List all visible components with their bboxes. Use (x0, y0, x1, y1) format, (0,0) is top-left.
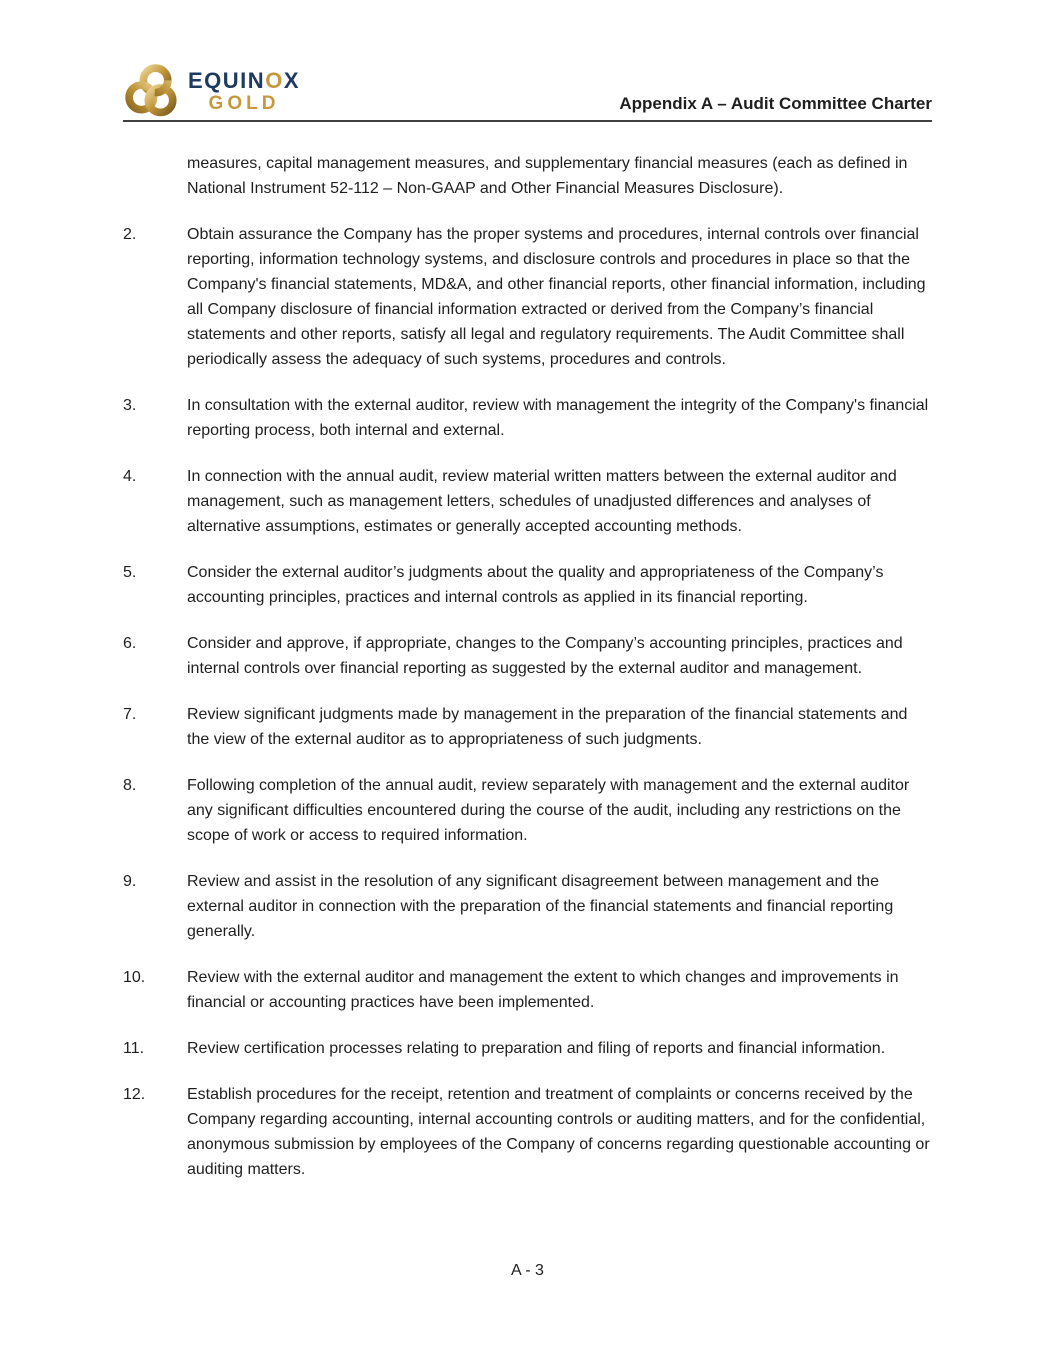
list-item (123, 869, 932, 944)
list-item (123, 1036, 932, 1061)
list-item (123, 222, 932, 372)
equinox-gold-logo (123, 64, 300, 120)
list-item (123, 631, 932, 681)
list-item-number: 4. (123, 468, 137, 485)
list-item-text: Review and assist in the resolution of any significant disagreement between management and the external auditor in connection with the preparation of the financial statements and financial reporting generally. (187, 873, 894, 940)
list-item-text: Review with the external auditor and management the extent to which changes and improvements in financial or accounting practices have been implemented. (187, 969, 899, 1011)
list-item-number: 12. (123, 1086, 146, 1103)
list-item-text: Consider the external auditor’s judgments about the quality and appropriateness of the Company’s accounting principles, practices and internal controls as applied in its financial reporting. (187, 564, 884, 606)
page-header (123, 64, 932, 120)
list-item (123, 464, 932, 539)
list-item (123, 965, 932, 1015)
list-item (123, 393, 932, 443)
list-item (123, 773, 932, 848)
list-item-text: Review certification processes relating to preparation and filing of reports and financial information. (187, 1040, 886, 1057)
list-item-number: 2. (123, 226, 137, 243)
list-item-text: Following completion of the annual audit, review separately with management and the external auditor any significant difficulties encountered during the course of the audit, including any restrictions on the scope of work or access to required information. (187, 777, 910, 844)
logo-wordmark-equinox: EQUINOX (188, 67, 300, 93)
header-divider (123, 120, 932, 122)
list-item-number: 5. (123, 564, 137, 581)
list-item (123, 1082, 932, 1182)
list-item-text: Consider and approve, if appropriate, changes to the Company’s accounting principles, practices and internal controls over financial reporting as suggested by the external auditor and management. (187, 635, 903, 677)
list-item-number: 8. (123, 777, 137, 794)
list-item-number: 3. (123, 397, 137, 414)
list-item-text: In connection with the annual audit, review material written matters between the external auditor and management, such as management letters, schedules of unadjusted differences and analyses of alternative assumptions, estimates or generally accepted accounting methods. (187, 468, 897, 535)
numbered-list (123, 222, 932, 1182)
list-item (123, 702, 932, 752)
page-number: A - 3 (511, 1262, 544, 1279)
list-item-text: In consultation with the external auditor, review with management the integrity of the Company's financial reporting process, both internal and external. (187, 397, 929, 439)
continuation-paragraph: measures, capital management measures, and supplementary financial measures (each as defined in National Instrument 52-112 – Non-GAAP and Other Financial Measures Disclosure). (187, 155, 908, 197)
list-item-number: 10. (123, 969, 146, 986)
list-item-number: 7. (123, 706, 137, 723)
list-item-number: 6. (123, 635, 137, 652)
list-item-text: Review significant judgments made by management in the preparation of the financial statements and the view of the external auditor as to appropriateness of such judgments. (187, 706, 908, 748)
equinox-rings-icon (123, 64, 181, 118)
header-title: Appendix A – Audit Committee Charter (619, 94, 932, 113)
list-item (123, 560, 932, 610)
page-footer (0, 1262, 1055, 1280)
list-item-number: 9. (123, 873, 137, 890)
list-item-number: 11. (123, 1040, 145, 1057)
logo-wordmark (188, 67, 300, 114)
logo-wordmark-gold: GOLD (208, 92, 280, 114)
list-item-text: Obtain assurance the Company has the proper systems and procedures, internal controls over financial reporting, information technology systems, and disclosure controls and procedures in place so that the Company's financial statements, MD&A, and other financial reports, other financial information, including all Company disclosure of financial information extracted or derived from the Company’s financial statements and other reports, satisfy all legal and regulatory requirements. The Audit Committee shall periodically assess the adequacy of such systems, procedures and controls. (187, 226, 926, 368)
document-body (123, 151, 932, 1182)
list-item-text: Establish procedures for the receipt, retention and treatment of complaints or concerns received by the Company regarding accounting, internal accounting controls or auditing matters, and for the confidential, anonymous submission by employees of the Company of concerns regarding questionable accounting or auditing matters. (187, 1086, 930, 1178)
